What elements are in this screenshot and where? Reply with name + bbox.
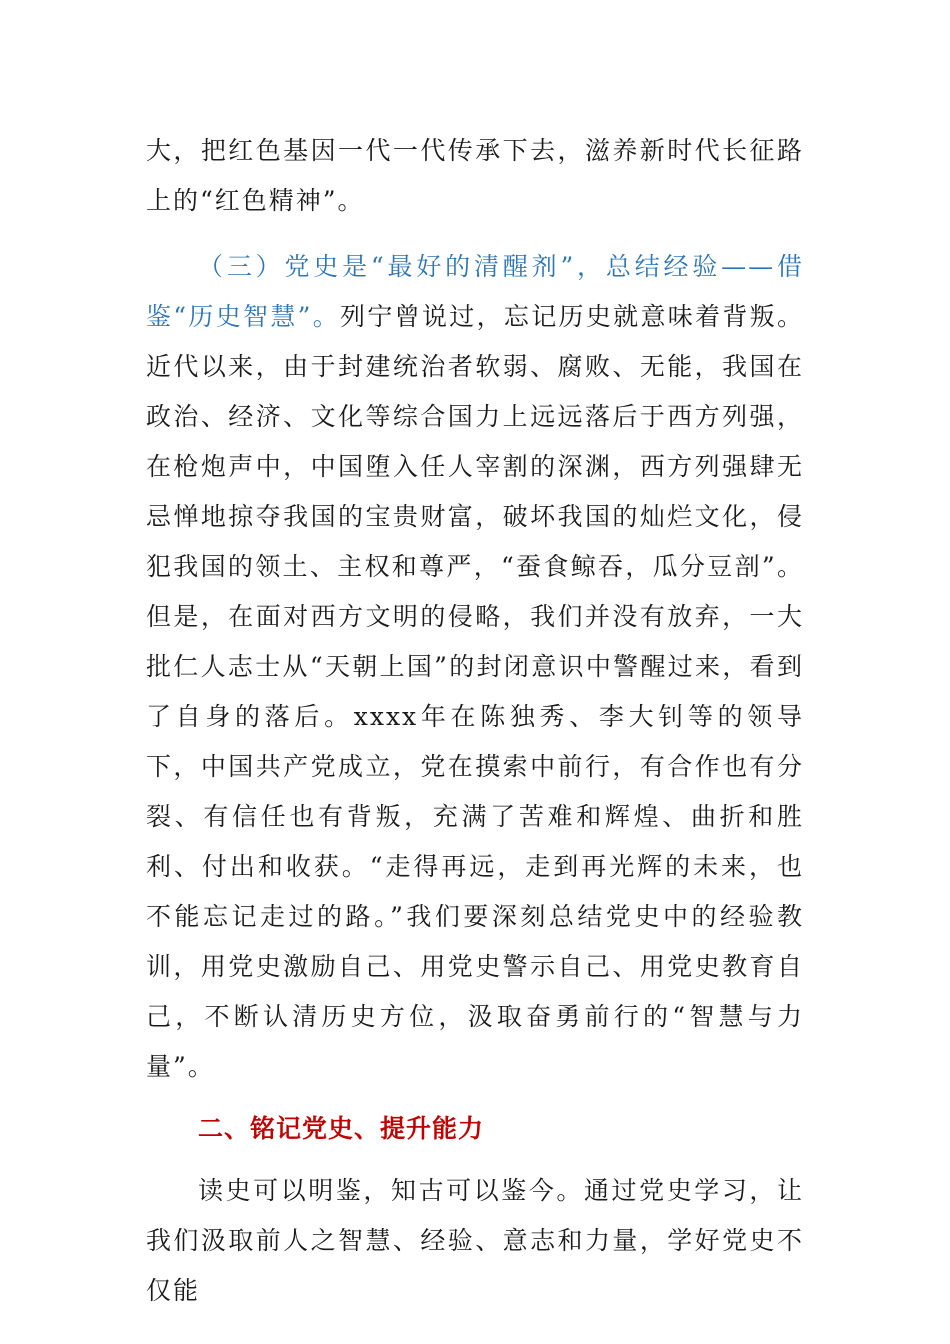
paragraph-section-two — [146, 1166, 804, 1316]
section-body-text: 读史可以明鉴，知古可以鉴今。通过党史学习，让我们汲取前人之智慧、经验、意志和力量，学好党史不仅能 — [146, 1176, 804, 1305]
subsection-body-text: 列宁曾说过，忘记历史就意味着背叛。近代以来，由于封建统治者软弱、腐败、无能，我国在政治、经济、文化等综合国力上远远落后于西方列强，在枪炮声中，中国堕入任人宰割的深渊，西方列强肆无忌惮地掠夺我国的宝贵财富，破坏我国的灿烂文化，侵犯我国的领土、主权和尊严，“蚕食鲸吞，瓜分豆剖”。但是，在面对西方文明的侵略，我们并没有放弃，一大批仁人志士从“天朝上国”的封闭意识中警醒过来，看到了自身的落后。xxxx年在陈独秀、李大钊等的领导下，中国共产党成立，党在摸索中前行，有合作也有分裂、有信任也有背叛，充满了苦难和辉煌、曲折和胜利、付出和收获。“走得再远，走到再光辉的未来，也不能忘记走过的路。”我们要深刻总结党史中的经验教训，用党史激励自己、用党史警示自己、用党史教育自己，不断认清历史方位，汲取奋勇前行的“智慧与力量”。 — [146, 302, 804, 1081]
subsection-heading: （三）党史是“最好的清醒剂”，总结经验——借鉴“历史智慧”。 — [146, 252, 804, 331]
paragraph-subsection-three — [146, 242, 804, 1092]
paragraph-continued-text: 大，把红色基因一代一代传承下去，滋养新时代长征路上的“红色精神”。 — [146, 136, 804, 215]
document-body — [146, 126, 804, 1316]
section-heading: 二、铭记党史、提升能力 — [198, 1114, 485, 1143]
paragraph-continued — [146, 126, 804, 226]
